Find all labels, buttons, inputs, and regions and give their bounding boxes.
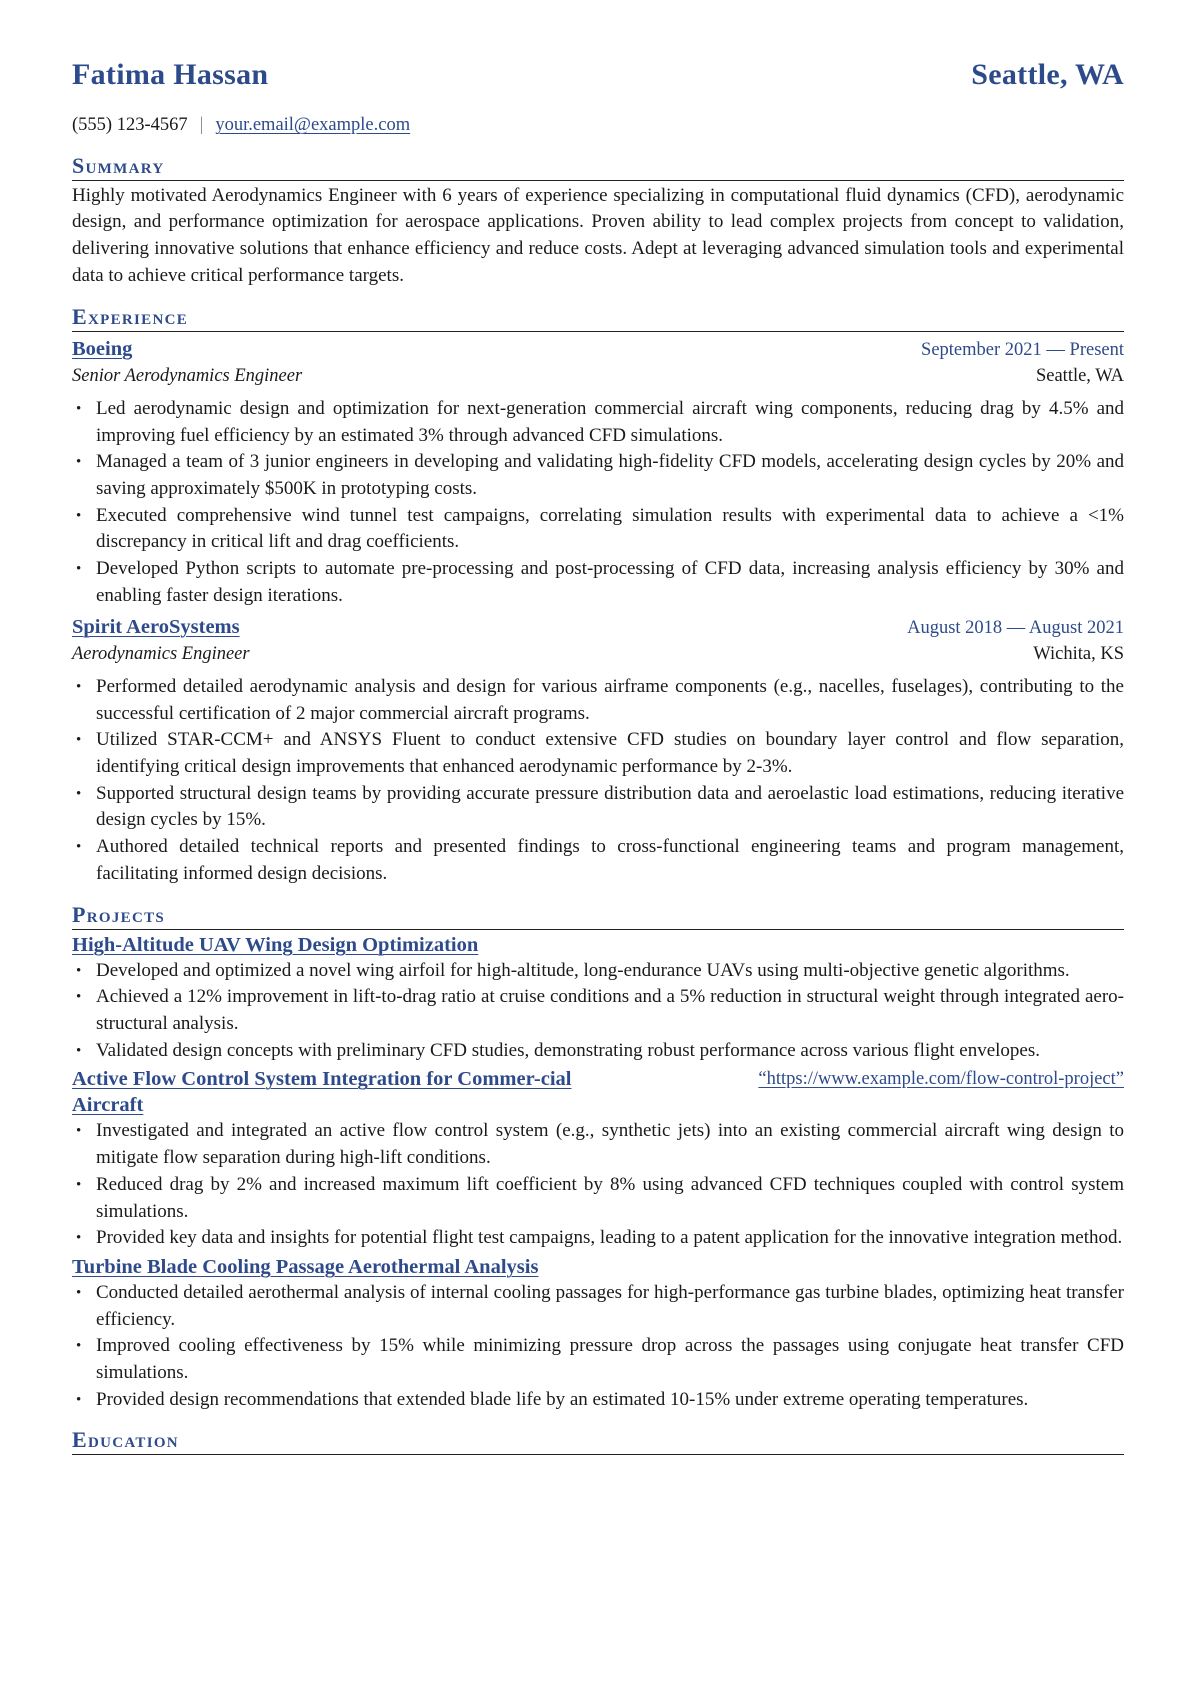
contact-separator: |: [199, 115, 204, 135]
bullet-list: [72, 674, 1124, 888]
bullet-icon: •: [76, 507, 82, 524]
bullet-icon: •: [76, 1230, 82, 1247]
project-entry: [72, 1066, 1124, 1252]
company-link[interactable]: Spirit AeroSystems: [72, 615, 240, 638]
bullet-text: Authored detailed technical reports and presented findings to cross-functional engineering teams and program management, facilitating informed design decisions.: [96, 836, 1124, 884]
bullet-text: Provided design recommendations that extended blade life by an estimated 10-15% under extreme operating temperatures.: [96, 1388, 1029, 1410]
bullet-text: Executed comprehensive wind tunnel test campaigns, correlating simulation results with experimental data to achieve a <1% discrepancy in critical lift and drag coefficients.: [96, 504, 1124, 553]
project-entry: [72, 1254, 1124, 1414]
bullet-icon: •: [76, 678, 82, 695]
bullet-item: [72, 1225, 1124, 1252]
bullet-item: [72, 1280, 1124, 1333]
bullet-item: [72, 1118, 1124, 1171]
section-title-projects: Projects: [72, 902, 1124, 930]
bullet-text: Supported structural design teams by providing accurate pressure distribution data and aeroelastic load estimations, reducing iterative design cycles by 15%.: [96, 782, 1124, 831]
bullet-text: Achieved a 12% improvement in lift-to-drag ratio at cruise conditions and a 5% reduction in structural weight through integrated aero-structural analysis.: [96, 986, 1124, 1034]
employment-dates: September 2021 — Present: [921, 339, 1124, 360]
bullet-list: [72, 1280, 1124, 1414]
bullet-item: [72, 1387, 1124, 1414]
project-url-link[interactable]: “https://www.example.com/flow-control-project”: [758, 1069, 1124, 1090]
contact-info: [72, 112, 1124, 139]
bullet-item: [72, 396, 1124, 449]
bullet-text: Performed detailed aerodynamic analysis and design for various airframe components (e.g., nacelles, fuselages), contributing to the successful certification of 2 major commercial aircraft programs.: [96, 675, 1124, 724]
bullet-item: [72, 1333, 1124, 1386]
bullet-icon: •: [76, 839, 82, 856]
bullet-text: Developed and optimized a novel wing airfoil for high-altitude, long-endurance UAVs using multi-objective genetic algorithms.: [96, 959, 1070, 981]
bullet-item: [72, 727, 1124, 780]
bullet-item: [72, 834, 1124, 887]
job-location: Seattle, WA: [1035, 366, 1124, 387]
bullet-text: Improved cooling effectiveness by 15% while minimizing pressure drop across the passages using conjugate heat transfer CFD simulations.: [96, 1335, 1124, 1384]
section-title-experience: Experience: [72, 304, 1124, 332]
bullet-item: [72, 781, 1124, 834]
bullet-icon: •: [76, 1284, 82, 1301]
email-link[interactable]: your.email@example.com: [215, 115, 411, 135]
bullet-text: Utilized STAR-CCM+ and ANSYS Fluent to conduct extensive CFD studies on boundary layer control and flow separation, identifying critical design improvements that enhanced aerodynamic performance by 2-3%.: [96, 729, 1124, 778]
job-title: Senior Aerodynamics Engineer: [72, 366, 303, 387]
bullet-icon: •: [76, 989, 82, 1006]
summary-paragraph: Highly motivated Aerodynamics Engineer with 6 years of experience specializing in computational fluid dynamics (CFD), aerodynamic design, and performance optimization for aerospace applications. Proven ability to lead complex projects from concept to validation, delivering innovative solutions that enhance efficiency and reduce costs. Adept at leveraging advanced simulation tools and experimental data to achieve critical performance targets.: [72, 184, 1124, 286]
bullet-item: [72, 449, 1124, 502]
bullet-text: Investigated and integrated an active flow control system (e.g., synthetic jets) into an existing commercial aircraft wing design to mitigate flow separation during high-lift conditions.: [96, 1120, 1124, 1169]
bullet-item: [72, 503, 1124, 556]
bullet-icon: •: [76, 454, 82, 471]
bullet-icon: •: [76, 400, 82, 417]
employment-dates: August 2018 — August 2021: [907, 617, 1124, 638]
phone-number: (555) 123-4567: [72, 115, 188, 135]
bullet-list: [72, 396, 1124, 610]
bullet-list: [72, 1118, 1124, 1252]
bullet-text: Managed a team of 3 junior engineers in developing and validating high-fidelity CFD models, accelerating design cycles by 20% and saving approximately $500K in prototyping costs.: [96, 451, 1124, 500]
bullet-item: [72, 1038, 1124, 1065]
bullet-icon: •: [76, 561, 82, 578]
company-link[interactable]: Boeing: [72, 337, 133, 360]
bullet-text: Provided key data and insights for potential flight test campaigns, leading to a patent application for the innovative integration method.: [96, 1227, 1123, 1249]
job-title: Aerodynamics Engineer: [72, 644, 250, 665]
bullet-icon: •: [76, 962, 82, 979]
bullet-list: [72, 958, 1124, 1065]
resume-page: [72, 58, 1124, 1455]
section-title-education: Education: [72, 1427, 1124, 1455]
bullet-icon: •: [76, 1176, 82, 1193]
bullet-icon: •: [76, 1338, 82, 1355]
bullet-icon: •: [76, 785, 82, 802]
bullet-text: Validated design concepts with preliminary CFD studies, demonstrating robust performance across various flight envelopes.: [96, 1039, 1040, 1061]
project-entry: [72, 932, 1124, 1065]
bullet-icon: •: [76, 1123, 82, 1140]
bullet-text: Reduced drag by 2% and increased maximum lift coefficient by 8% using advanced CFD techniques coupled with control system simulations.: [96, 1173, 1124, 1222]
experience-entry: [72, 336, 1124, 610]
candidate-location: Seattle, WA: [971, 58, 1124, 91]
experience-entry: [72, 614, 1124, 888]
bullet-item: [72, 984, 1124, 1037]
bullet-item: [72, 958, 1124, 985]
bullet-text: Developed Python scripts to automate pre-processing and post-processing of CFD data, increasing analysis efficiency by 30% and enabling faster design iterations.: [96, 558, 1124, 606]
bullet-icon: •: [76, 1391, 82, 1408]
resume-header: [72, 58, 1124, 106]
project-title-link[interactable]: Turbine Blade Cooling Passage Aerothermal Analysis: [72, 1255, 539, 1278]
project-title-link[interactable]: Active Flow Control System Integration for Commer-cial Aircraft: [72, 1068, 572, 1117]
bullet-icon: •: [76, 1042, 82, 1059]
candidate-name: Fatima Hassan: [72, 58, 269, 91]
section-title-summary: Summary: [72, 153, 1124, 181]
bullet-item: [72, 556, 1124, 609]
bullet-text: Conducted detailed aerothermal analysis of internal cooling passages for high-performance gas turbine blades, optimizing heat transfer efficiency.: [96, 1281, 1124, 1330]
bullet-item: [72, 1172, 1124, 1225]
job-location: Wichita, KS: [1033, 644, 1124, 665]
bullet-icon: •: [76, 732, 82, 749]
project-title-link[interactable]: High-Altitude UAV Wing Design Optimization: [72, 933, 479, 956]
bullet-text: Led aerodynamic design and optimization for next-generation commercial aircraft wing components, reducing drag by 4.5% and improving fuel efficiency by an estimated 3% through advanced CFD simulations.: [96, 397, 1124, 446]
bullet-item: [72, 674, 1124, 727]
